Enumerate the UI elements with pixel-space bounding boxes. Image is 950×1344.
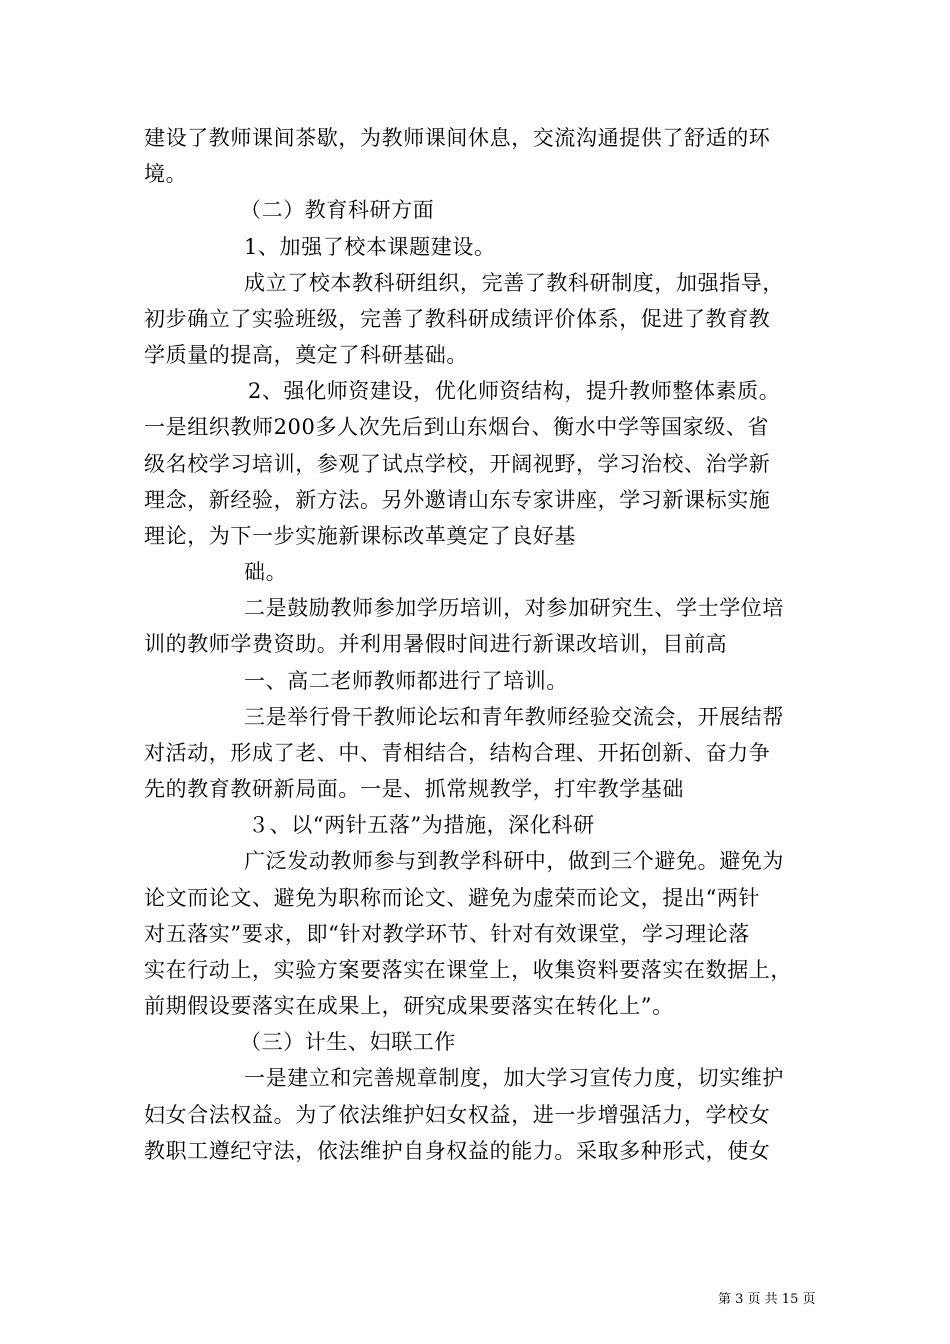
- text-line: 理念，新经验，新方法。另外邀请山东专家讲座，学习新课标实施: [144, 488, 771, 512]
- text-line: 前期假设要落实在成果上，研究成果要落实在转化上”。: [144, 994, 674, 1018]
- text-line: 学质量的提高，奠定了科研基础。: [144, 343, 468, 367]
- text-line: 境。: [144, 162, 188, 186]
- text-line: 论文而论文、避免为职称而论文、避免为虚荣而论文，提出“两针: [144, 886, 761, 910]
- section-heading: （二）教育科研方面: [240, 198, 435, 222]
- text-line: 建设了教师课间茶歇，为教师课间休息，交流沟通提供了舒适的环: [144, 126, 771, 150]
- subsection-heading: 2、强化师资建设，优化师资结构，提升教师整体素质。: [248, 379, 781, 403]
- section-heading: （三）计生、妇联工作: [240, 1030, 456, 1054]
- text-line: 妇女合法权益。为了依法维护妇女权益，进一步增强活力，学校女: [144, 1103, 771, 1127]
- text-line: 二是鼓励教师参加学历培训，对参加研究生、学士学位培: [244, 596, 784, 620]
- text-line: 一是建立和完善规章制度，加大学习宣传力度，切实维护: [244, 1066, 784, 1090]
- text-line: 教职工遵纪守法，依法维护自身权益的能力。采取多种形式，使女: [144, 1139, 771, 1163]
- text-line: 训的教师学费资助。并利用暑假时间进行新课改培训，目前高: [144, 632, 728, 656]
- text-line: 础。: [244, 560, 288, 584]
- subsection-heading: ３、以“两针五落”为措施，深化科研: [248, 813, 595, 837]
- text-line: 广泛发动教师参与到教学科研中，做到三个避免。避免为: [244, 849, 784, 873]
- text-line: 成立了校本教科研组织，完善了教科研制度，加强指导，: [244, 271, 784, 295]
- page-number: 第 3 页 共 15 页: [718, 1292, 816, 1307]
- text-line: 对五落实”要求，即“针对教学环节、针对有效课堂，学习理论落: [144, 922, 750, 946]
- text-line: 三是举行骨干教师论坛和青年教师经验交流会，开展结帮: [244, 705, 784, 729]
- text-line: 一、高二老师教师都进行了培训。: [244, 669, 568, 693]
- text-line: 先的教育教研新局面。一是、抓常规教学，打牢教学基础: [144, 777, 684, 801]
- text-line: 对活动，形成了老、中、青相结合，结构合理、开拓创新、奋力争: [144, 741, 771, 765]
- text-line: 初步确立了实验班级，完善了教科研成绩评价体系，促进了教育教: [144, 307, 771, 331]
- text-line: 理论，为下一步实施新课标改革奠定了良好基: [144, 524, 576, 548]
- text-line: 一是组织教师200多人次先后到山东烟台、衡水中学等国家级、省: [144, 415, 770, 439]
- text-line: 实在行动上，实验方案要落实在课堂上，收集资料要落实在数据上，: [144, 958, 792, 982]
- text-line: 级名校学习培训，参观了试点学校，开阔视野，学习治校、治学新: [144, 452, 771, 476]
- subsection-heading: 1、加强了校本课题建设。: [244, 235, 496, 259]
